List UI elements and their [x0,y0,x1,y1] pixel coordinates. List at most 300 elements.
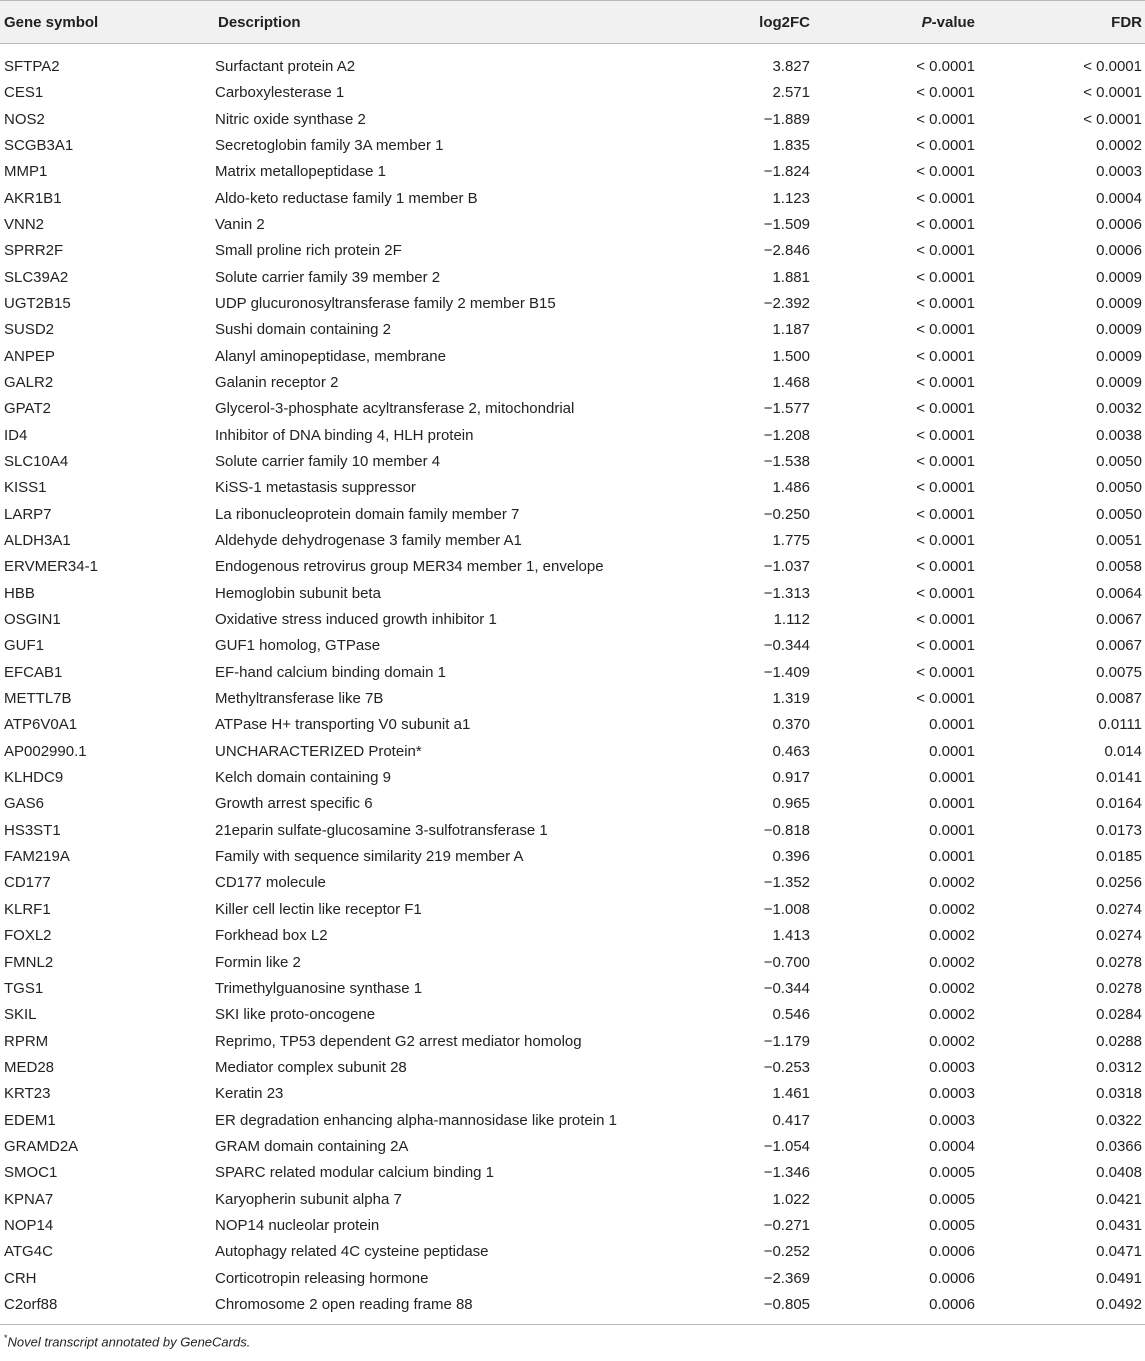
cell-p-value: 0.0001 [929,742,975,760]
table-row [0,1028,1145,1054]
cell-fdr: 0.0009 [1096,321,1142,339]
cell-description: Solute carrier family 10 member 4 [215,452,441,470]
cell-description: Aldo-keto reductase family 1 member B [215,189,478,207]
cell-gene-symbol: EFCAB1 [4,663,63,681]
cell-log2fc: 1.775 [772,532,810,550]
cell-gene-symbol: GAS6 [4,795,45,813]
cell-p-value: 0.0005 [929,1216,975,1234]
cell-p-value: < 0.0001 [916,663,975,681]
cell-fdr: 0.0009 [1096,373,1142,391]
cell-log2fc: −1.037 [763,558,810,576]
cell-gene-symbol: KPNA7 [4,1190,54,1208]
table-row [0,185,1145,211]
table-row [0,238,1145,264]
cell-fdr: 0.0471 [1096,1243,1142,1261]
cell-gene-symbol: CRH [4,1269,37,1287]
cell-gene-symbol: SKIL [4,1006,37,1024]
cell-log2fc: 0.417 [772,1111,810,1129]
cell-p-value: 0.0002 [929,927,975,945]
cell-fdr: 0.0067 [1096,637,1142,655]
table-row [0,1054,1145,1080]
cell-fdr: 0.0492 [1096,1295,1142,1313]
cell-log2fc: 1.123 [772,189,810,207]
cell-gene-symbol: SPRR2F [4,242,64,260]
cell-log2fc: 0.396 [772,848,810,866]
cell-description: Sushi domain containing 2 [215,321,391,339]
cell-p-value: < 0.0001 [916,242,975,260]
cell-fdr: 0.0408 [1096,1164,1142,1182]
cell-description: Autophagy related 4C cysteine peptidase [215,1243,489,1261]
cell-gene-symbol: SLC10A4 [4,452,69,470]
cell-log2fc: −2.392 [763,294,810,312]
cell-p-value: < 0.0001 [916,294,975,312]
cell-gene-symbol: NOS2 [4,110,45,128]
cell-fdr: 0.0006 [1096,215,1142,233]
header-row [0,1,1145,44]
cell-description: Glycerol-3-phosphate acyltransferase 2, mitochondrial [215,400,575,418]
cell-description: Forkhead box L2 [215,927,328,945]
cell-log2fc: −0.250 [763,505,810,523]
cell-description: 21eparin sulfate-glucosamine 3-sulfotransferase 1 [215,821,548,839]
cell-fdr: 0.0312 [1096,1058,1142,1076]
cell-log2fc: −1.346 [763,1164,810,1182]
cell-p-value: < 0.0001 [916,136,975,154]
cell-fdr: 0.0009 [1096,294,1142,312]
cell-description: Keratin 23 [215,1085,284,1103]
cell-log2fc: 1.022 [772,1190,810,1208]
table-row [0,870,1145,896]
cell-log2fc: −2.369 [763,1269,810,1287]
table-row [0,923,1145,949]
cell-log2fc: −0.344 [763,979,810,997]
cell-p-value: 0.0006 [929,1269,975,1287]
cell-p-value: < 0.0001 [916,189,975,207]
cell-gene-symbol: VNN2 [4,215,45,233]
cell-gene-symbol: SUSD2 [4,321,55,339]
cell-p-value: < 0.0001 [916,110,975,128]
table-row [0,264,1145,290]
cell-gene-symbol: LARP7 [4,505,52,523]
table-row [0,1239,1145,1265]
table-row [0,1081,1145,1107]
cell-log2fc: 0.965 [772,795,810,813]
cell-gene-symbol: ATP6V0A1 [4,716,78,734]
table-row [0,1107,1145,1133]
cell-gene-symbol: METTL7B [4,690,72,708]
table-row [0,949,1145,975]
cell-log2fc: 0.463 [772,742,810,760]
cell-fdr: 0.0032 [1096,400,1142,418]
table-row [0,527,1145,553]
cell-log2fc: −0.271 [763,1216,810,1234]
cell-log2fc: 0.370 [772,716,810,734]
cell-log2fc: −1.208 [763,426,810,444]
table-row [0,501,1145,527]
cell-description: Secretoglobin family 3A member 1 [215,136,444,154]
cell-fdr: 0.0173 [1096,821,1142,839]
cell-fdr: 0.0087 [1096,690,1142,708]
cell-gene-symbol: ATG4C [4,1243,53,1261]
cell-fdr: 0.0004 [1096,189,1142,207]
cell-log2fc: 1.112 [773,611,810,629]
cell-description: UNCHARACTERIZED Protein* [215,742,422,760]
cell-p-value: < 0.0001 [916,373,975,391]
cell-log2fc: 1.319 [772,690,810,708]
cell-fdr: 0.0050 [1096,479,1142,497]
cell-log2fc: −1.008 [763,900,810,918]
cell-log2fc: −1.509 [763,215,810,233]
cell-gene-symbol: GALR2 [4,373,54,391]
cell-p-value: < 0.0001 [916,215,975,233]
table-row [0,659,1145,685]
cell-gene-symbol: AKR1B1 [4,189,62,207]
cell-gene-symbol: SLC39A2 [4,268,69,286]
cell-description: EF-hand calcium binding domain 1 [215,663,446,681]
table-row [0,211,1145,237]
cell-log2fc: −0.818 [763,821,810,839]
cell-gene-symbol: GRAMD2A [4,1137,79,1155]
cell-log2fc: 1.835 [772,136,810,154]
cell-p-value: 0.0001 [929,821,975,839]
footnote [0,1333,1145,1349]
cell-p-value: 0.0002 [929,979,975,997]
cell-log2fc: 1.500 [772,347,810,365]
cell-description: Kelch domain containing 9 [215,769,391,787]
cell-p-value: < 0.0001 [916,452,975,470]
cell-fdr: < 0.0001 [1083,57,1142,75]
cell-fdr: 0.0284 [1096,1006,1142,1024]
cell-p-value: < 0.0001 [916,400,975,418]
table-row [0,738,1145,764]
cell-p-value: 0.0003 [929,1058,975,1076]
cell-p-value: < 0.0001 [916,426,975,444]
cell-p-value: < 0.0001 [916,584,975,602]
cell-log2fc: −1.313 [763,584,810,602]
cell-log2fc: −1.577 [763,400,810,418]
cell-fdr: 0.0058 [1096,558,1142,576]
cell-gene-symbol: KLHDC9 [4,769,64,787]
table-row [0,422,1145,448]
cell-description: Endogenous retrovirus group MER34 member 1, envelope [215,558,604,576]
cell-p-value: < 0.0001 [916,84,975,102]
cell-gene-symbol: ANPEP [4,347,55,365]
table-header [0,1,1145,44]
cell-log2fc: 1.187 [772,321,810,339]
cell-fdr: 0.0050 [1096,505,1142,523]
header-log2fc: log2FC [670,1,810,44]
table-row [0,317,1145,343]
cell-fdr: 0.0318 [1096,1085,1142,1103]
cell-description: Karyopherin subunit alpha 7 [215,1190,402,1208]
cell-description: GRAM domain containing 2A [215,1137,409,1155]
cell-p-value: 0.0002 [929,874,975,892]
cell-log2fc: −1.352 [763,874,810,892]
cell-gene-symbol: UGT2B15 [4,294,71,312]
table-row [0,685,1145,711]
cell-gene-symbol: CD177 [4,874,51,892]
header-p-value [810,1,975,44]
cell-fdr: 0.0278 [1096,953,1142,971]
cell-gene-symbol: SFTPA2 [4,57,60,75]
cell-description: Hemoglobin subunit beta [215,584,381,602]
cell-fdr: 0.0256 [1096,874,1142,892]
cell-log2fc: −0.700 [763,953,810,971]
cell-gene-symbol: ERVMER34-1 [4,558,98,576]
cell-p-value: < 0.0001 [916,637,975,655]
table-row [0,369,1145,395]
cell-gene-symbol: FMNL2 [4,953,54,971]
cell-gene-symbol: KISS1 [4,479,47,497]
footnote-marker: * [4,1332,8,1343]
table-row [0,396,1145,422]
cell-description: ATPase H+ transporting V0 subunit a1 [215,716,471,734]
table-row [0,843,1145,869]
table-row [0,606,1145,632]
cell-p-value: < 0.0001 [916,163,975,181]
cell-description: ER degradation enhancing alpha-mannosidase like protein 1 [215,1111,617,1129]
cell-p-value: < 0.0001 [916,532,975,550]
cell-description: Nitric oxide synthase 2 [215,110,366,128]
cell-fdr: 0.0491 [1096,1269,1142,1287]
table-bottom-rule [0,1324,1145,1325]
cell-p-value: 0.0002 [929,953,975,971]
table-row [0,1265,1145,1291]
cell-gene-symbol: C2orf88 [4,1295,58,1313]
cell-log2fc: −1.409 [763,663,810,681]
cell-fdr: < 0.0001 [1083,84,1142,102]
cell-description: Small proline rich protein 2F [215,242,402,260]
cell-fdr: 0.0274 [1096,927,1142,945]
cell-p-value: 0.0003 [929,1085,975,1103]
cell-description: Aldehyde dehydrogenase 3 family member A1 [215,532,522,550]
cell-gene-symbol: NOP14 [4,1216,54,1234]
cell-description: Galanin receptor 2 [215,373,339,391]
cell-description: La ribonucleoprotein domain family member 7 [215,505,520,523]
cell-gene-symbol: FOXL2 [4,927,52,945]
cell-fdr: 0.0164 [1096,795,1142,813]
header-fdr: FDR [975,1,1145,44]
table-row [0,712,1145,738]
cell-gene-symbol: HBB [4,584,35,602]
cell-fdr: 0.0141 [1096,769,1142,787]
table-row [0,1160,1145,1186]
cell-fdr: 0.0064 [1096,584,1142,602]
footnote-text: Novel transcript annotated by GeneCards. [7,1333,251,1349]
table-row [0,44,1145,80]
cell-log2fc: 1.486 [772,479,810,497]
table-row [0,1291,1145,1317]
cell-fdr: 0.0075 [1096,663,1142,681]
cell-p-value: < 0.0001 [916,321,975,339]
cell-gene-symbol: GPAT2 [4,400,51,418]
cell-p-value: < 0.0001 [916,347,975,365]
cell-gene-symbol: GUF1 [4,637,45,655]
table-row [0,1186,1145,1212]
table-row [0,817,1145,843]
cell-fdr: 0.0274 [1096,900,1142,918]
cell-gene-symbol: FAM219A [4,848,70,866]
cell-description: Methyltransferase like 7B [215,690,384,708]
cell-p-value: 0.0005 [929,1190,975,1208]
cell-log2fc: −0.252 [763,1243,810,1261]
header-description: Description [215,1,670,44]
cell-description: Trimethylguanosine synthase 1 [215,979,423,997]
table-row [0,159,1145,185]
table-row [0,80,1145,106]
cell-gene-symbol: EDEM1 [4,1111,56,1129]
cell-fdr: 0.0278 [1096,979,1142,997]
cell-p-value: 0.0001 [929,769,975,787]
cell-p-value: < 0.0001 [916,690,975,708]
cell-log2fc: 1.461 [772,1085,810,1103]
cell-gene-symbol: ALDH3A1 [4,532,71,550]
cell-p-value: 0.0001 [929,716,975,734]
cell-fdr: 0.0051 [1096,532,1142,550]
cell-fdr: 0.0111 [1098,716,1142,734]
table-row [0,1002,1145,1028]
cell-fdr: 0.0067 [1096,611,1142,629]
cell-description: Growth arrest specific 6 [215,795,373,813]
cell-description: CD177 molecule [215,874,326,892]
cell-log2fc: 2.571 [772,84,810,102]
cell-description: GUF1 homolog, GTPase [215,637,381,655]
table-row [0,343,1145,369]
cell-p-value: 0.0006 [929,1243,975,1261]
cell-description: Vanin 2 [215,215,265,233]
cell-log2fc: −2.846 [763,242,810,260]
cell-p-value: 0.0004 [929,1137,975,1155]
cell-gene-symbol: SCGB3A1 [4,136,74,154]
cell-fdr: 0.0185 [1096,848,1142,866]
cell-fdr: 0.0006 [1096,242,1142,260]
cell-fdr: 0.014 [1104,742,1142,760]
cell-log2fc: 0.917 [772,769,810,787]
table-row [0,448,1145,474]
cell-log2fc: −1.054 [763,1137,810,1155]
cell-log2fc: 1.413 [772,927,810,945]
cell-p-value: < 0.0001 [916,57,975,75]
table-row [0,1212,1145,1238]
cell-fdr: 0.0002 [1096,136,1142,154]
cell-description: Matrix metallopeptidase 1 [215,163,386,181]
cell-description: Killer cell lectin like receptor F1 [215,900,422,918]
cell-p-value: 0.0001 [929,795,975,813]
table-row [0,1133,1145,1159]
cell-log2fc: −1.179 [763,1032,810,1050]
header-p-value-rest: -value [931,13,975,31]
cell-p-value: < 0.0001 [916,479,975,497]
cell-fdr: 0.0009 [1096,268,1142,286]
cell-fdr: 0.0038 [1096,426,1142,444]
table-row [0,764,1145,790]
table-row [0,132,1145,158]
table-row [0,580,1145,606]
cell-gene-symbol: TGS1 [4,979,44,997]
table-row [0,475,1145,501]
cell-log2fc: −1.824 [763,163,810,181]
table-row [0,975,1145,1001]
cell-gene-symbol: HS3ST1 [4,821,61,839]
table-row [0,290,1145,316]
cell-log2fc: 1.468 [772,373,810,391]
table-row [0,633,1145,659]
cell-description: NOP14 nucleolar protein [215,1216,380,1234]
cell-fdr: 0.0009 [1096,347,1142,365]
cell-fdr: 0.0421 [1096,1190,1142,1208]
cell-gene-symbol: KRT23 [4,1085,51,1103]
cell-p-value: 0.0005 [929,1164,975,1182]
cell-gene-symbol: MMP1 [4,163,48,181]
cell-gene-symbol: OSGIN1 [4,611,61,629]
cell-description: Corticotropin releasing hormone [215,1269,429,1287]
cell-description: Family with sequence similarity 219 member A [215,848,524,866]
cell-log2fc: −0.805 [763,1295,810,1313]
cell-p-value: < 0.0001 [916,558,975,576]
cell-p-value: < 0.0001 [916,611,975,629]
cell-fdr: 0.0366 [1096,1137,1142,1155]
cell-description: KiSS-1 metastasis suppressor [215,479,416,497]
cell-p-value: 0.0001 [929,848,975,866]
cell-log2fc: −1.889 [763,110,810,128]
cell-description: Solute carrier family 39 member 2 [215,268,441,286]
cell-description: Alanyl aminopeptidase, membrane [215,347,446,365]
cell-p-value: 0.0003 [929,1111,975,1129]
cell-p-value: 0.0002 [929,900,975,918]
cell-description: Formin like 2 [215,953,301,971]
cell-gene-symbol: KLRF1 [4,900,51,918]
cell-log2fc: 3.827 [772,57,810,75]
cell-fdr: 0.0322 [1096,1111,1142,1129]
table-row [0,554,1145,580]
cell-log2fc: −1.538 [763,452,810,470]
cell-log2fc: −0.344 [763,637,810,655]
cell-description: UDP glucuronosyltransferase family 2 member B15 [215,294,556,312]
cell-fdr: 0.0431 [1096,1216,1142,1234]
cell-gene-symbol: AP002990.1 [4,742,87,760]
header-gene-symbol: Gene symbol [0,1,215,44]
cell-gene-symbol: ID4 [4,426,28,444]
cell-p-value: 0.0006 [929,1295,975,1313]
cell-gene-symbol: SMOC1 [4,1164,58,1182]
cell-p-value: < 0.0001 [916,505,975,523]
table-row [0,106,1145,132]
cell-description: Oxidative stress induced growth inhibitor 1 [215,611,497,629]
cell-gene-symbol: RPRM [4,1032,49,1050]
cell-description: Inhibitor of DNA binding 4, HLH protein [215,426,474,444]
table-row [0,896,1145,922]
cell-log2fc: −0.253 [763,1058,810,1076]
cell-description: SPARC related modular calcium binding 1 [215,1164,495,1182]
cell-description: Surfactant protein A2 [215,57,356,75]
cell-gene-symbol: CES1 [4,84,44,102]
cell-description: Reprimo, TP53 dependent G2 arrest mediator homolog [215,1032,582,1050]
cell-fdr: 0.0003 [1096,163,1142,181]
cell-log2fc: 1.881 [772,268,810,286]
cell-description: Carboxylesterase 1 [215,84,345,102]
header-p-value-italic: P [921,13,932,31]
cell-p-value: < 0.0001 [916,268,975,286]
cell-description: SKI like proto-oncogene [215,1006,376,1024]
cell-description: Mediator complex subunit 28 [215,1058,407,1076]
cell-fdr: 0.0288 [1096,1032,1142,1050]
table-row [0,791,1145,817]
cell-p-value: 0.0002 [929,1006,975,1024]
cell-fdr: < 0.0001 [1083,110,1142,128]
cell-fdr: 0.0050 [1096,452,1142,470]
cell-log2fc: 0.546 [772,1006,810,1024]
cell-gene-symbol: MED28 [4,1058,55,1076]
cell-p-value: 0.0002 [929,1032,975,1050]
